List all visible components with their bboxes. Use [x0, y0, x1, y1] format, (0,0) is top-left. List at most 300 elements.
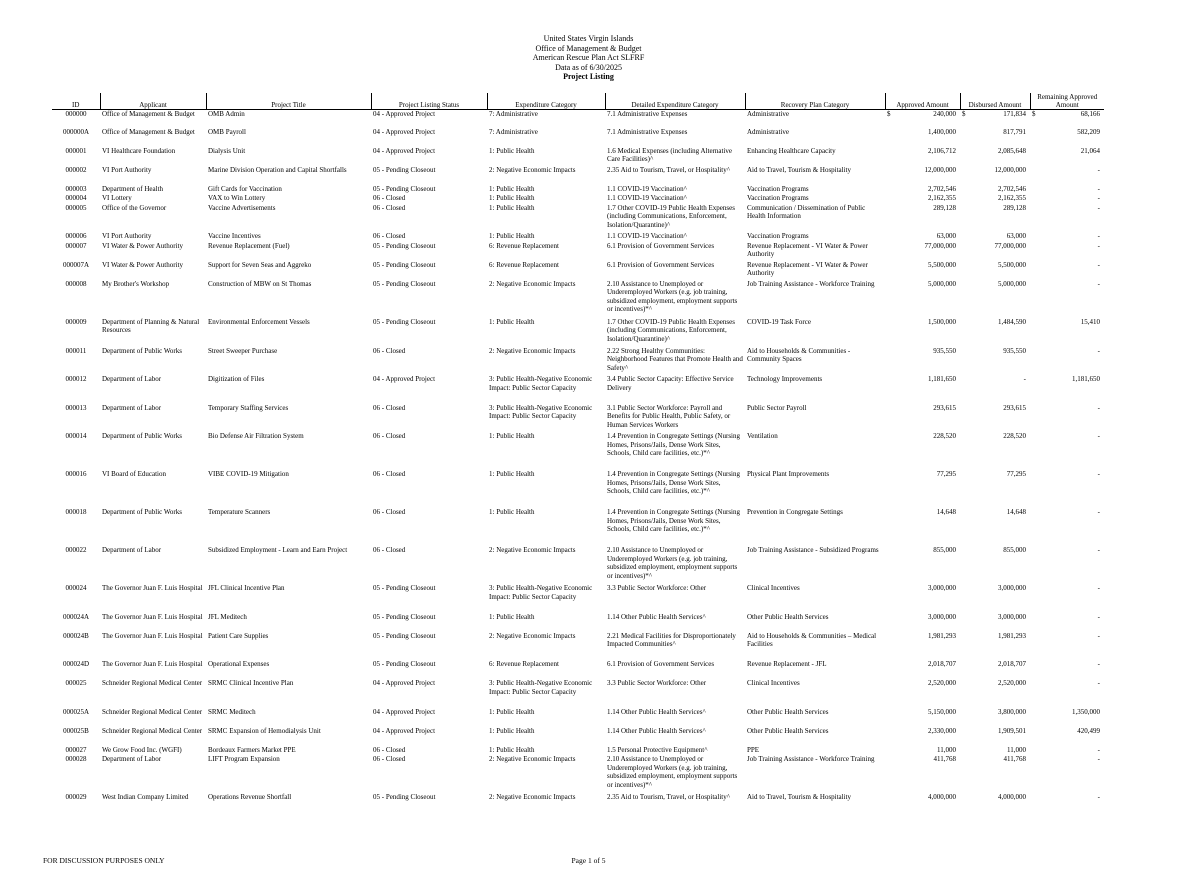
cell-status: 05 - Pending Closeout [373, 279, 436, 288]
amount-value: - [1097, 346, 1100, 355]
report-header [0, 34, 1177, 82]
amount-value: - [1097, 584, 1100, 592]
cell-id: 000008 [65, 279, 87, 288]
cell-detailed-category: 6.1 Provision of Government Services [607, 241, 715, 250]
cell-status: 05 - Pending Closeout [373, 184, 436, 193]
cell-recovery-plan: Aid to Households & Communities – Medical Facilities [747, 631, 877, 649]
cell-disbursed-amount [960, 432, 1030, 470]
cell-applicant: Department of Planning & Natural Resources [102, 317, 200, 335]
cell-recovery-plan: Revenue Replacement - JFL [747, 660, 827, 668]
cell-detailed-category: 1.14 Other Public Health Services^ [607, 612, 706, 621]
amount-value: 420,499 [1077, 726, 1100, 735]
footer-disclaimer: FOR DISCUSSION PURPOSES ONLY [43, 856, 165, 865]
cell-expenditure-category: 1: Public Health [489, 612, 535, 621]
table-row [52, 755, 1104, 793]
amount-value: 4,000,000 [998, 793, 1026, 801]
amount-value: 2,162,355 [928, 194, 956, 202]
cell-id: 000022 [65, 546, 87, 554]
cell-recovery-plan: Prevention in Congregate Settings [747, 508, 843, 516]
amount-value: 1,400,000 [928, 127, 956, 136]
col-header-title: Project Title [206, 93, 371, 110]
cell-approved-amount [885, 470, 960, 508]
table-header-row [52, 93, 1104, 110]
cell-project-title: Support for Seven Seas and Aggreko [208, 260, 312, 269]
cell-remaining-amount [1030, 280, 1104, 318]
amount-value: 2,018,707 [998, 660, 1026, 668]
cell-expenditure-category: 2: Negative Economic Impacts [489, 346, 576, 355]
cell-status: 06 - Closed [373, 432, 406, 440]
cell-disbursed-amount [960, 204, 1030, 233]
amount-value: 582,209 [1077, 127, 1100, 136]
amount-value: 1,181,650 [1072, 375, 1100, 383]
cell-id: 000007A [62, 260, 90, 269]
cell-applicant: VI Port Authority [102, 165, 152, 174]
cell-applicant: Department of Labor [102, 755, 162, 763]
cell-approved-amount [885, 546, 960, 584]
cell-detailed-category: 2.22 Strong Healthy Communities: Neighborhood Features that Promote Health and Safety^ [607, 346, 743, 372]
cell-status: 04 - Approved Project [373, 127, 436, 136]
amount-value: 4,000,000 [928, 793, 956, 801]
cell-remaining-amount [1030, 375, 1104, 404]
cell-disbursed-amount [960, 508, 1030, 546]
cell-project-title: Street Sweeper Purchase [208, 346, 278, 355]
amount-value: - [1097, 470, 1100, 478]
cell-project-title: VIBE COVID-19 Mitigation [208, 470, 289, 478]
cell-applicant: Schneider Regional Medical Center [102, 726, 203, 735]
cell-id: 000001 [65, 146, 87, 155]
cell-recovery-plan: Vaccination Programs [747, 184, 809, 193]
amount-value: 2,085,648 [998, 146, 1026, 155]
amount-value: 1,981,293 [928, 631, 956, 640]
cell-remaining-amount [1030, 204, 1104, 233]
cell-expenditure-category: 1: Public Health [489, 508, 535, 516]
cell-project-title: Dialysis Unit [208, 146, 246, 155]
cell-disbursed-amount [960, 470, 1030, 508]
cell-id: 000011 [65, 346, 87, 355]
cell-approved-amount [885, 508, 960, 546]
cell-id: 000012 [65, 375, 87, 383]
cell-disbursed-amount [960, 242, 1030, 261]
cell-detailed-category: 1.1 COVID-19 Vaccination^ [607, 232, 687, 240]
amount-value: 11,000 [1007, 745, 1026, 754]
cell-project-title: Operational Expenses [208, 660, 270, 668]
cell-project-title: Marine Division Operation and Capital Shortfalls [208, 165, 347, 174]
amount-value: - [1097, 165, 1100, 174]
cell-expenditure-category: 1: Public Health [489, 432, 535, 440]
cell-disbursed-amount [960, 708, 1030, 727]
cell-remaining-amount [1030, 185, 1104, 195]
col-header-status: Project Listing Status [371, 93, 487, 110]
cell-remaining-amount [1030, 318, 1104, 347]
cell-applicant: Office of Management & Budget [102, 127, 195, 136]
cell-expenditure-category: 1: Public Health [489, 470, 535, 478]
cell-project-title: JFL Meditech [208, 612, 247, 621]
cell-status: 05 - Pending Closeout [373, 584, 436, 592]
cell-approved-amount [885, 128, 960, 147]
table-row [52, 194, 1104, 204]
amount-value: - [1097, 260, 1100, 269]
amount-value: 2,106,712 [928, 146, 956, 155]
cell-expenditure-category: 7: Administrative [489, 110, 538, 118]
amount-value: 63,000 [936, 232, 956, 240]
table-row [52, 261, 1104, 280]
cell-expenditure-category: 6: Revenue Replacement [489, 660, 559, 668]
cell-recovery-plan: Administrative [747, 127, 789, 136]
cell-project-title: Revenue Replacement (Fuel) [208, 241, 290, 250]
cell-disbursed-amount [960, 110, 1030, 128]
cell-status: 04 - Approved Project [373, 110, 436, 118]
table-row [52, 727, 1104, 746]
cell-detailed-category: 1.6 Medical Expenses (including Alternative Care Facilities)^ [607, 146, 732, 164]
cell-recovery-plan: Vaccination Programs [747, 194, 809, 202]
cell-approved-amount [885, 584, 960, 613]
cell-detailed-category: 3.1 Public Sector Workforce: Payroll and Benefits for Public Health, Public Safety, or Human Services Workers [607, 403, 731, 429]
cell-applicant: The Governor Juan F. Luis Hospital [102, 612, 203, 621]
cell-expenditure-category: 1: Public Health [489, 745, 535, 754]
cell-disbursed-amount [960, 318, 1030, 347]
amount-value: 171,834 [1003, 110, 1026, 118]
amount-value: 411,768 [933, 755, 956, 763]
cell-disbursed-amount [960, 746, 1030, 756]
cell-detailed-category: 2.10 Assistance to Unemployed or Underemployed Workers (e.g. job training, subsidized employment, employment supports or incentives)*^ [607, 755, 738, 789]
cell-expenditure-category: 2: Negative Economic Impacts [489, 546, 576, 554]
amount-value: 2,520,000 [928, 679, 956, 687]
cell-project-title: Environmental Enforcement Vessels [208, 317, 310, 326]
cell-expenditure-category: 1: Public Health [489, 317, 535, 326]
cell-approved-amount [885, 318, 960, 347]
cell-applicant: VI Port Authority [102, 232, 152, 240]
table-row [52, 242, 1104, 261]
amount-value: 3,000,000 [998, 584, 1026, 592]
cell-project-title: SRMC Expansion of Hemodialysis Unit [208, 726, 321, 735]
cell-id: 000024A [62, 612, 90, 621]
cell-remaining-amount [1030, 746, 1104, 756]
amount-value: 1,500,000 [928, 317, 956, 326]
cell-approved-amount [885, 793, 960, 812]
cell-applicant: The Governor Juan F. Luis Hospital [102, 631, 203, 640]
cell-recovery-plan: Communication / Dissemination of Public Health Information [747, 203, 866, 221]
amount-value: - [1097, 203, 1100, 212]
cell-detailed-category: 2.10 Assistance to Unemployed or Underemployed Workers (e.g. job training, subsidized employment, employment supports or incentives)*^ [607, 546, 738, 580]
cell-detailed-category: 1.7 Other COVID-19 Public Health Expenses (including Communications, Enforcement, Isolation/Quarantine)^ [607, 317, 735, 343]
amount-value: 5,500,000 [998, 260, 1026, 269]
cell-remaining-amount [1030, 508, 1104, 546]
cell-disbursed-amount [960, 280, 1030, 318]
cell-detailed-category: 2.21 Medical Facilities for Disproportionately Impacted Communities^ [607, 631, 736, 649]
cell-id: 000000 [65, 110, 87, 118]
project-listing-table [52, 93, 1104, 812]
cell-applicant: We Grow Food Inc. (WGFI) [102, 745, 182, 754]
cell-approved-amount [885, 147, 960, 166]
cell-project-title: Vaccine Advertisements [208, 203, 276, 212]
amount-value: 228,520 [933, 432, 956, 440]
cell-remaining-amount [1030, 632, 1104, 661]
cell-id: 000007 [65, 241, 87, 250]
table-body [52, 110, 1104, 813]
col-header-approved: Approved Amount [885, 93, 960, 110]
cell-disbursed-amount [960, 632, 1030, 661]
col-header-applicant: Applicant [100, 93, 206, 110]
amount-value: 935,550 [933, 346, 956, 355]
cell-disbursed-amount [960, 232, 1030, 242]
amount-value: - [1097, 679, 1100, 687]
cell-expenditure-category: 2: Negative Economic Impacts [489, 793, 576, 801]
cell-remaining-amount [1030, 727, 1104, 746]
cell-status: 04 - Approved Project [373, 726, 436, 735]
cell-approved-amount [885, 261, 960, 280]
cell-expenditure-category: 6: Revenue Replacement [489, 241, 559, 250]
cell-recovery-plan: PPE [747, 745, 760, 754]
amount-value: 77,000,000 [924, 241, 956, 250]
amount-value: 3,000,000 [928, 612, 956, 621]
cell-detailed-category: 6.1 Provision of Government Services [607, 260, 715, 269]
amount-value: 77,295 [936, 470, 956, 478]
table-row [52, 632, 1104, 661]
cell-applicant: Department of Public Works [102, 432, 182, 440]
cell-status: 05 - Pending Closeout [373, 241, 436, 250]
cell-remaining-amount [1030, 432, 1104, 470]
currency-symbol: $ [1032, 110, 1036, 118]
cell-approved-amount [885, 755, 960, 793]
cell-disbursed-amount [960, 347, 1030, 376]
col-header-expenditure-category: Expenditure Category [487, 93, 605, 110]
cell-detailed-category: 3.3 Public Sector Workforce: Other [607, 584, 707, 592]
cell-status: 06 - Closed [373, 203, 406, 212]
table-row [52, 470, 1104, 508]
cell-status: 06 - Closed [373, 755, 406, 763]
cell-project-title: Construction of MBW on St Thomas [208, 279, 312, 288]
amount-value: 11,000 [937, 745, 956, 754]
currency-symbol: $ [962, 110, 966, 118]
amount-value: 2,018,707 [928, 660, 956, 668]
cell-approved-amount [885, 166, 960, 185]
cell-status: 06 - Closed [373, 194, 406, 202]
cell-recovery-plan: Enhancing Healthcare Capacity [747, 146, 836, 155]
header-line-5: Project Listing [563, 72, 614, 81]
table-row [52, 147, 1104, 166]
cell-applicant: Schneider Regional Medical Center [102, 679, 203, 687]
cell-id: 000024B [63, 631, 89, 640]
cell-approved-amount [885, 746, 960, 756]
cell-remaining-amount [1030, 708, 1104, 727]
cell-detailed-category: 2.35 Aid to Tourism, Travel, or Hospitality^ [607, 793, 731, 801]
cell-remaining-amount [1030, 679, 1104, 708]
cell-project-title: OMB Admin [208, 110, 245, 118]
cell-applicant: VI Water & Power Authority [102, 241, 183, 250]
cell-remaining-amount [1030, 546, 1104, 584]
cell-recovery-plan: Ventilation [747, 432, 778, 440]
amount-value: - [1097, 194, 1100, 202]
amount-value: 1,484,590 [998, 317, 1026, 326]
cell-id: 000000A [62, 127, 90, 136]
cell-disbursed-amount [960, 128, 1030, 147]
cell-id: 000002 [65, 165, 87, 174]
amount-value: 3,000,000 [998, 612, 1026, 621]
cell-applicant: VI Healthcare Foundation [102, 146, 176, 155]
amount-value: 2,330,000 [928, 726, 956, 735]
amount-value: 21,064 [1080, 146, 1100, 155]
cell-applicant: VI Lottery [102, 194, 132, 202]
cell-expenditure-category: 1: Public Health [489, 184, 535, 193]
cell-detailed-category: 3.3 Public Sector Workforce: Other [607, 679, 707, 687]
amount-value: - [1097, 631, 1100, 640]
cell-disbursed-amount [960, 194, 1030, 204]
cell-disbursed-amount [960, 185, 1030, 195]
amount-value: 1,181,650 [928, 375, 956, 383]
currency-symbol: $ [887, 110, 891, 118]
table-row [52, 746, 1104, 756]
amount-value: 77,000,000 [994, 241, 1026, 250]
cell-approved-amount [885, 404, 960, 433]
cell-detailed-category: 7.1 Administrative Expenses [607, 127, 688, 136]
cell-status: 06 - Closed [373, 346, 406, 355]
cell-recovery-plan: Revenue Replacement - VI Water & Power Authority [747, 241, 868, 259]
cell-detailed-category: 1.7 Other COVID-19 Public Health Expenses (including Communications, Enforcement, Isolation/Quarantine)^ [607, 203, 735, 229]
cell-approved-amount [885, 375, 960, 404]
cell-recovery-plan: Public Sector Payroll [747, 403, 807, 412]
amount-value: 5,000,000 [998, 279, 1026, 288]
cell-recovery-plan: Job Training Assistance - Workforce Training [747, 755, 875, 763]
amount-value: - [1097, 546, 1100, 554]
cell-disbursed-amount [960, 404, 1030, 433]
amount-value: 12,000,000 [924, 165, 956, 174]
amount-value: 5,000,000 [928, 279, 956, 288]
cell-id: 000025 [65, 679, 87, 687]
cell-approved-amount [885, 708, 960, 727]
table-row [52, 679, 1104, 708]
cell-approved-amount [885, 232, 960, 242]
cell-remaining-amount [1030, 347, 1104, 376]
cell-remaining-amount [1030, 613, 1104, 632]
cell-id: 000018 [65, 508, 87, 516]
cell-recovery-plan: Aid to Households & Communities - Community Spaces [747, 346, 851, 364]
cell-approved-amount [885, 185, 960, 195]
cell-applicant: VI Water & Power Authority [102, 260, 183, 269]
cell-project-title: OMB Payroll [208, 127, 246, 136]
cell-detailed-category: 1.5 Personal Protective Equipment^ [607, 745, 708, 754]
amount-value: - [1097, 232, 1100, 240]
cell-project-title: Operations Revenue Shortfall [208, 793, 292, 801]
cell-recovery-plan: Aid to Travel, Tourism & Hospitality [747, 165, 851, 174]
amount-value: - [1097, 755, 1100, 763]
cell-detailed-category: 1.1 COVID-19 Vaccination^ [607, 194, 687, 202]
cell-recovery-plan: Job Training Assistance - Subsidized Programs [747, 546, 879, 554]
cell-remaining-amount [1030, 584, 1104, 613]
table-row [52, 110, 1104, 128]
cell-id: 000016 [65, 470, 87, 478]
cell-status: 05 - Pending Closeout [373, 793, 436, 801]
amount-value: 293,615 [933, 403, 956, 412]
cell-project-title: SRMC Clinical Incentive Plan [208, 679, 294, 687]
table-row [52, 708, 1104, 727]
amount-value: - [1097, 612, 1100, 621]
cell-remaining-amount [1030, 793, 1104, 812]
cell-disbursed-amount [960, 147, 1030, 166]
cell-expenditure-category: 1: Public Health [489, 203, 535, 212]
cell-expenditure-category: 2: Negative Economic Impacts [489, 279, 576, 288]
amount-value: 228,520 [1003, 432, 1026, 440]
cell-id: 000025A [62, 707, 90, 716]
cell-detailed-category: 1.14 Other Public Health Services^ [607, 707, 706, 716]
cell-detailed-category: 1.4 Prevention in Congregate Settings (Nursing Homes, Prisons/Jails, Dense Work Sites, Schools, Child care facilities, etc.)*^ [607, 470, 740, 496]
cell-detailed-category: 2.10 Assistance to Unemployed or Underemployed Workers (e.g. job training, subsidized employment, employment supports or incentives)*^ [607, 279, 738, 314]
cell-status: 05 - Pending Closeout [373, 260, 436, 269]
cell-expenditure-category: 7: Administrative [489, 127, 538, 136]
cell-status: 06 - Closed [373, 508, 406, 516]
cell-recovery-plan: Other Public Health Services [747, 612, 829, 621]
table-row [52, 404, 1104, 433]
amount-value: 14,648 [936, 508, 956, 516]
cell-detailed-category: 1.4 Prevention in Congregate Settings (Nursing Homes, Prisons/Jails, Dense Work Sites, Schools, Child care facilities, etc.)*^ [607, 432, 740, 458]
cell-applicant: Department of Public Works [102, 508, 182, 516]
cell-approved-amount [885, 204, 960, 233]
cell-remaining-amount [1030, 755, 1104, 793]
cell-id: 000027 [65, 745, 87, 754]
cell-applicant: Department of Labor [102, 375, 162, 383]
cell-approved-amount [885, 727, 960, 746]
cell-id: 000028 [65, 755, 87, 763]
cell-id: 000024D [62, 660, 90, 668]
footer-page-number: Page 1 of 5 [571, 856, 606, 865]
cell-id: 000025B [63, 726, 89, 735]
amount-value: 15,410 [1080, 317, 1100, 326]
cell-status: 06 - Closed [373, 546, 406, 554]
cell-expenditure-category: 3: Public Health-Negative Economic Impact: Public Sector Capacity [489, 584, 593, 601]
cell-status: 04 - Approved Project [373, 146, 436, 155]
cell-project-title: JFL Clinical Incentive Plan [208, 584, 285, 592]
cell-remaining-amount [1030, 470, 1104, 508]
amount-value: - [1023, 375, 1026, 383]
cell-status: 06 - Closed [373, 745, 406, 754]
amount-value: - [1097, 241, 1100, 250]
amount-value: 77,295 [1006, 470, 1026, 478]
header-line-2: Office of Management & Budget [535, 43, 642, 53]
cell-expenditure-category: 2: Negative Economic Impacts [489, 755, 576, 763]
cell-expenditure-category: 1: Public Health [489, 232, 535, 240]
cell-detailed-category: 3.4 Public Sector Capacity: Effective Service Delivery [607, 375, 734, 392]
cell-project-title: Temperature Scanners [208, 508, 271, 516]
cell-project-title: SRMC Meditech [208, 707, 256, 716]
cell-detailed-category: 1.1 COVID-19 Vaccination^ [607, 184, 687, 193]
table-row [52, 318, 1104, 347]
cell-approved-amount [885, 242, 960, 261]
cell-project-title: Bio Defense Air Filtration System [208, 432, 304, 440]
amount-value: 3,800,000 [998, 707, 1026, 716]
cell-approved-amount [885, 194, 960, 204]
cell-project-title: Digitization of Files [208, 375, 265, 383]
cell-applicant: My Brother's Workshop [102, 279, 170, 288]
cell-id: 000024 [65, 584, 87, 592]
cell-expenditure-category: 3: Public Health-Negative Economic Impact: Public Sector Capacity [489, 403, 593, 421]
cell-recovery-plan: Other Public Health Services [747, 726, 829, 735]
cell-id: 000004 [65, 194, 87, 202]
cell-status: 05 - Pending Closeout [373, 631, 436, 640]
amount-value: 5,150,000 [928, 707, 956, 716]
cell-project-title: Gift Cards for Vaccination [208, 184, 282, 193]
cell-remaining-amount [1030, 128, 1104, 147]
table-row [52, 232, 1104, 242]
cell-project-title: VAX to Win Lottery [208, 194, 266, 202]
amount-value: 14,648 [1006, 508, 1026, 516]
cell-disbursed-amount [960, 546, 1030, 584]
cell-applicant: The Governor Juan F. Luis Hospital [102, 660, 203, 668]
amount-value: 1,981,293 [998, 631, 1026, 640]
table-row [52, 546, 1104, 584]
cell-disbursed-amount [960, 584, 1030, 613]
cell-recovery-plan: Vaccination Programs [747, 232, 809, 240]
cell-disbursed-amount [960, 261, 1030, 280]
col-header-id: ID [52, 93, 100, 110]
